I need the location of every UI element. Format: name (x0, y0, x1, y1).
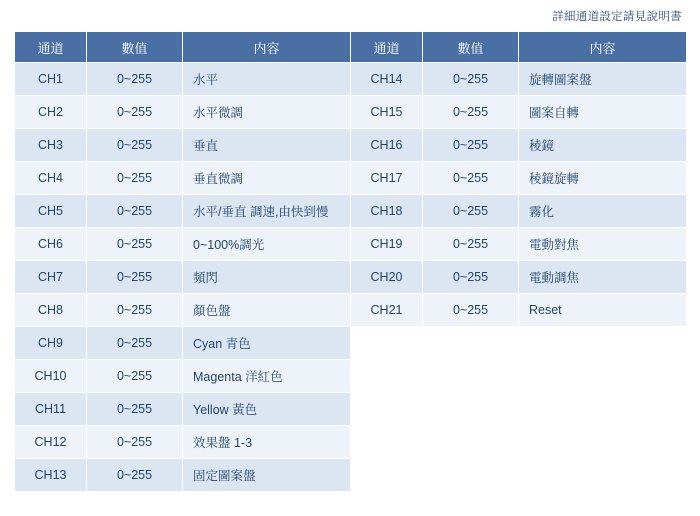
header-row (15, 32, 687, 63)
cell-empty (423, 360, 519, 393)
cell-empty (351, 393, 423, 426)
cell-value-right: 0~255 (423, 162, 519, 195)
cell-channel-left: CH2 (15, 96, 87, 129)
cell-empty (519, 327, 687, 360)
cell-empty (423, 327, 519, 360)
cell-channel-left: CH5 (15, 195, 87, 228)
cell-content-left: 水平微調 (183, 96, 351, 129)
table-row (15, 162, 687, 195)
cell-value-left: 0~255 (87, 327, 183, 360)
cell-channel-right: CH17 (351, 162, 423, 195)
cell-value-left: 0~255 (87, 294, 183, 327)
cell-channel-right: CH18 (351, 195, 423, 228)
cell-channel-left: CH3 (15, 129, 87, 162)
cell-content-left: Magenta 洋紅色 (183, 360, 351, 393)
cell-content-right: 稜鏡旋轉 (519, 162, 687, 195)
table-row (15, 129, 687, 162)
table-row (15, 195, 687, 228)
cell-channel-left: CH8 (15, 294, 87, 327)
cell-value-left: 0~255 (87, 393, 183, 426)
cell-channel-left: CH13 (15, 459, 87, 492)
cell-content-right: 電動對焦 (519, 228, 687, 261)
table-row (15, 360, 687, 393)
table-row (15, 426, 687, 459)
cell-value-left: 0~255 (87, 426, 183, 459)
cell-content-left: 效果盤 1-3 (183, 426, 351, 459)
table-row (15, 228, 687, 261)
cell-empty (519, 426, 687, 459)
cell-value-left: 0~255 (87, 63, 183, 96)
table-header (15, 32, 687, 63)
cell-value-right: 0~255 (423, 195, 519, 228)
cell-content-left: 垂直 (183, 129, 351, 162)
cell-value-right: 0~255 (423, 96, 519, 129)
cell-content-left: 頻閃 (183, 261, 351, 294)
cell-content-right: 旋轉圖案盤 (519, 63, 687, 96)
cell-channel-left: CH4 (15, 162, 87, 195)
cell-channel-right: CH20 (351, 261, 423, 294)
cell-content-right: 電動調焦 (519, 261, 687, 294)
header-content-right: 内容 (519, 32, 687, 63)
cell-empty (519, 360, 687, 393)
cell-content-left: 水平 (183, 63, 351, 96)
cell-channel-left: CH9 (15, 327, 87, 360)
cell-empty (351, 459, 423, 492)
cell-channel-left: CH7 (15, 261, 87, 294)
cell-channel-right: CH19 (351, 228, 423, 261)
cell-empty (351, 327, 423, 360)
cell-channel-right: CH15 (351, 96, 423, 129)
cell-content-left: 顏色盤 (183, 294, 351, 327)
table-row (15, 459, 687, 492)
cell-value-left: 0~255 (87, 96, 183, 129)
cell-empty (351, 426, 423, 459)
cell-value-right: 0~255 (423, 294, 519, 327)
cell-value-left: 0~255 (87, 261, 183, 294)
cell-empty (519, 393, 687, 426)
cell-value-right: 0~255 (423, 63, 519, 96)
manual-note: 詳細通道設定請見說明書 (552, 11, 682, 23)
cell-content-right: 霧化 (519, 195, 687, 228)
table-row (15, 261, 687, 294)
header-channel-left: 通道 (15, 32, 87, 63)
cell-value-left: 0~255 (87, 162, 183, 195)
cell-value-right: 0~255 (423, 228, 519, 261)
cell-channel-right: CH21 (351, 294, 423, 327)
cell-value-left: 0~255 (87, 129, 183, 162)
table-row (15, 327, 687, 360)
cell-empty (351, 360, 423, 393)
cell-value-left: 0~255 (87, 195, 183, 228)
cell-content-left: 水平/垂直 調速,由快到慢 (183, 195, 351, 228)
table-row (15, 393, 687, 426)
cell-empty (423, 393, 519, 426)
cell-value-left: 0~255 (87, 228, 183, 261)
cell-content-left: 固定圖案盤 (183, 459, 351, 492)
table-body (15, 63, 687, 492)
cell-channel-left: CH11 (15, 393, 87, 426)
cell-channel-left: CH10 (15, 360, 87, 393)
cell-value-left: 0~255 (87, 360, 183, 393)
cell-content-left: Cyan 青色 (183, 327, 351, 360)
cell-content-right: Reset (519, 294, 687, 327)
dmx-channel-table (14, 31, 687, 492)
cell-content-right: 圖案自轉 (519, 96, 687, 129)
cell-value-left: 0~255 (87, 459, 183, 492)
cell-value-right: 0~255 (423, 261, 519, 294)
header-content-left: 内容 (183, 32, 351, 63)
cell-channel-left: CH12 (15, 426, 87, 459)
cell-channel-right: CH16 (351, 129, 423, 162)
cell-empty (519, 459, 687, 492)
cell-empty (423, 426, 519, 459)
cell-value-right: 0~255 (423, 129, 519, 162)
cell-content-right: 稜鏡 (519, 129, 687, 162)
cell-channel-left: CH6 (15, 228, 87, 261)
header-value-left: 數值 (87, 32, 183, 63)
cell-empty (423, 459, 519, 492)
table-row (15, 63, 687, 96)
cell-channel-right: CH14 (351, 63, 423, 96)
table-row (15, 96, 687, 129)
table-row (15, 294, 687, 327)
cell-content-left: Yellow 黃色 (183, 393, 351, 426)
cell-channel-left: CH1 (15, 63, 87, 96)
cell-content-left: 0~100%調光 (183, 228, 351, 261)
header-value-right: 數值 (423, 32, 519, 63)
cell-content-left: 垂直微調 (183, 162, 351, 195)
header-channel-right: 通道 (351, 32, 423, 63)
